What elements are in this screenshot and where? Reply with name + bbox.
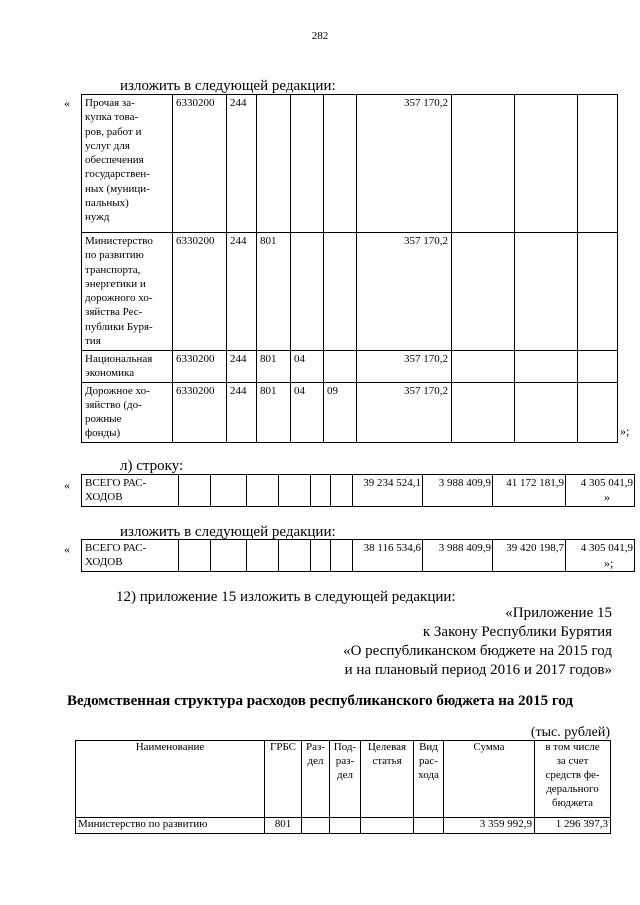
expense-type — [414, 818, 444, 834]
col-header-section: Раз- дел — [302, 741, 330, 818]
subsection-code: 09 — [324, 382, 357, 442]
total-row-table-old — [81, 474, 635, 507]
expense-type: 244 — [227, 351, 257, 383]
expense-type: 244 — [227, 95, 257, 233]
total-value-2: 3 988 409,9 — [423, 540, 493, 572]
unit-label: (тыс. рублей) — [530, 725, 610, 740]
intro-new-edition-1: изложить в следующей редакции: — [120, 78, 336, 94]
total-value-3: 41 172 181,9 — [493, 475, 566, 507]
grbs-code — [257, 95, 291, 233]
col-header-sum: Сумма — [444, 741, 535, 818]
row-name: Национальная экономика — [82, 351, 173, 383]
appendix-line-3: «О республиканском бюджете на 2015 год — [343, 643, 612, 660]
table-row — [76, 818, 611, 834]
col-header-name: Наименование — [76, 741, 265, 818]
total-value-4: 4 305 041,9 — [566, 540, 635, 572]
total-row-table-new — [81, 539, 635, 572]
row-name: ВСЕГО РАС- ХОДОВ — [82, 475, 179, 507]
row-name: Дорожное хо- зяйство (до- рожные фонды) — [82, 382, 173, 442]
row-name: ВСЕГО РАС- ХОДОВ — [82, 540, 179, 572]
close-quote-2: » — [604, 490, 610, 504]
federal-value: 1 296 397,3 — [535, 818, 611, 834]
subsection-code — [324, 95, 357, 233]
col-header-subsection: Под- раз- дел — [330, 741, 361, 818]
section-code: 04 — [291, 351, 324, 383]
appendix-line-1: «Приложение 15 — [505, 605, 612, 621]
section-code — [291, 95, 324, 233]
grbs-code: 801 — [257, 351, 291, 383]
table-row — [82, 540, 635, 572]
row-name: Министерство по развитию — [76, 818, 265, 834]
page-title: Ведомственная структура расходов республиканского бюджета на 2015 год — [67, 693, 573, 709]
open-quote-2: « — [64, 478, 70, 492]
grbs-code: 801 — [257, 382, 291, 442]
target-code: 6330200 — [173, 95, 227, 233]
table-row — [82, 475, 635, 507]
amount: 357 170,2 — [357, 351, 452, 383]
intro-new-edition-2: изложить в следующей редакции: — [120, 524, 336, 540]
budget-structure-table — [75, 740, 611, 834]
sum-value: 3 359 992,9 — [444, 818, 535, 834]
open-quote-1: « — [64, 96, 70, 110]
table-row — [82, 95, 618, 233]
item-12-text: 12) приложение 15 изложить в следующей редакции: — [116, 589, 456, 605]
table-row — [82, 233, 618, 351]
total-value-4: 4 305 041,9 — [566, 475, 635, 507]
target-code — [361, 818, 414, 834]
col-header-target: Целевая статья — [361, 741, 414, 818]
page-number: 282 — [311, 30, 329, 42]
close-quote-1: »; — [620, 424, 630, 438]
close-quote-3: »; — [604, 556, 614, 570]
col-header-grbs: ГРБС — [265, 741, 302, 818]
appendix-line-4: и на плановый период 2016 и 2017 годов» — [344, 662, 612, 679]
appendix-header — [343, 604, 612, 680]
grbs-code: 801 — [265, 818, 302, 834]
col-header-federal: в том числе за счет средств фе- дерального бюджета — [535, 741, 611, 818]
row-name: Прочая за- купка това- ров, работ и услуг для обеспечения государствен- ных (муници- пальных) нужд — [82, 95, 173, 233]
amount: 357 170,2 — [357, 233, 452, 351]
section-code — [302, 818, 330, 834]
col-header-expense-type: Вид рас- хода — [414, 741, 444, 818]
expense-type: 244 — [227, 233, 257, 351]
total-value-1: 38 116 534,6 — [353, 540, 423, 572]
row-name: Министерство по развитию транспорта, энергетики и дорожного хо- зяйства Рес- публики Буря- тия — [82, 233, 173, 351]
table-row — [82, 382, 618, 442]
subsection-code — [324, 233, 357, 351]
table-header-row — [76, 741, 611, 818]
target-code: 6330200 — [173, 382, 227, 442]
subsection-code — [330, 818, 361, 834]
target-code: 6330200 — [173, 351, 227, 383]
expense-type: 244 — [227, 382, 257, 442]
amount: 357 170,2 — [357, 382, 452, 442]
total-value-3: 39 420 198,7 — [493, 540, 566, 572]
intro-line-l: л) строку: — [120, 458, 184, 474]
section-code — [291, 233, 324, 351]
amendment-table-1 — [81, 94, 618, 443]
subsection-code — [324, 351, 357, 383]
amount: 357 170,2 — [357, 95, 452, 233]
table-row — [82, 351, 618, 383]
appendix-line-2: к Закону Республики Бурятия — [422, 624, 612, 641]
total-value-2: 3 988 409,9 — [423, 475, 493, 507]
target-code: 6330200 — [173, 233, 227, 351]
grbs-code: 801 — [257, 233, 291, 351]
open-quote-3: « — [64, 542, 70, 556]
section-code: 04 — [291, 382, 324, 442]
total-value-1: 39 234 524,1 — [353, 475, 423, 507]
